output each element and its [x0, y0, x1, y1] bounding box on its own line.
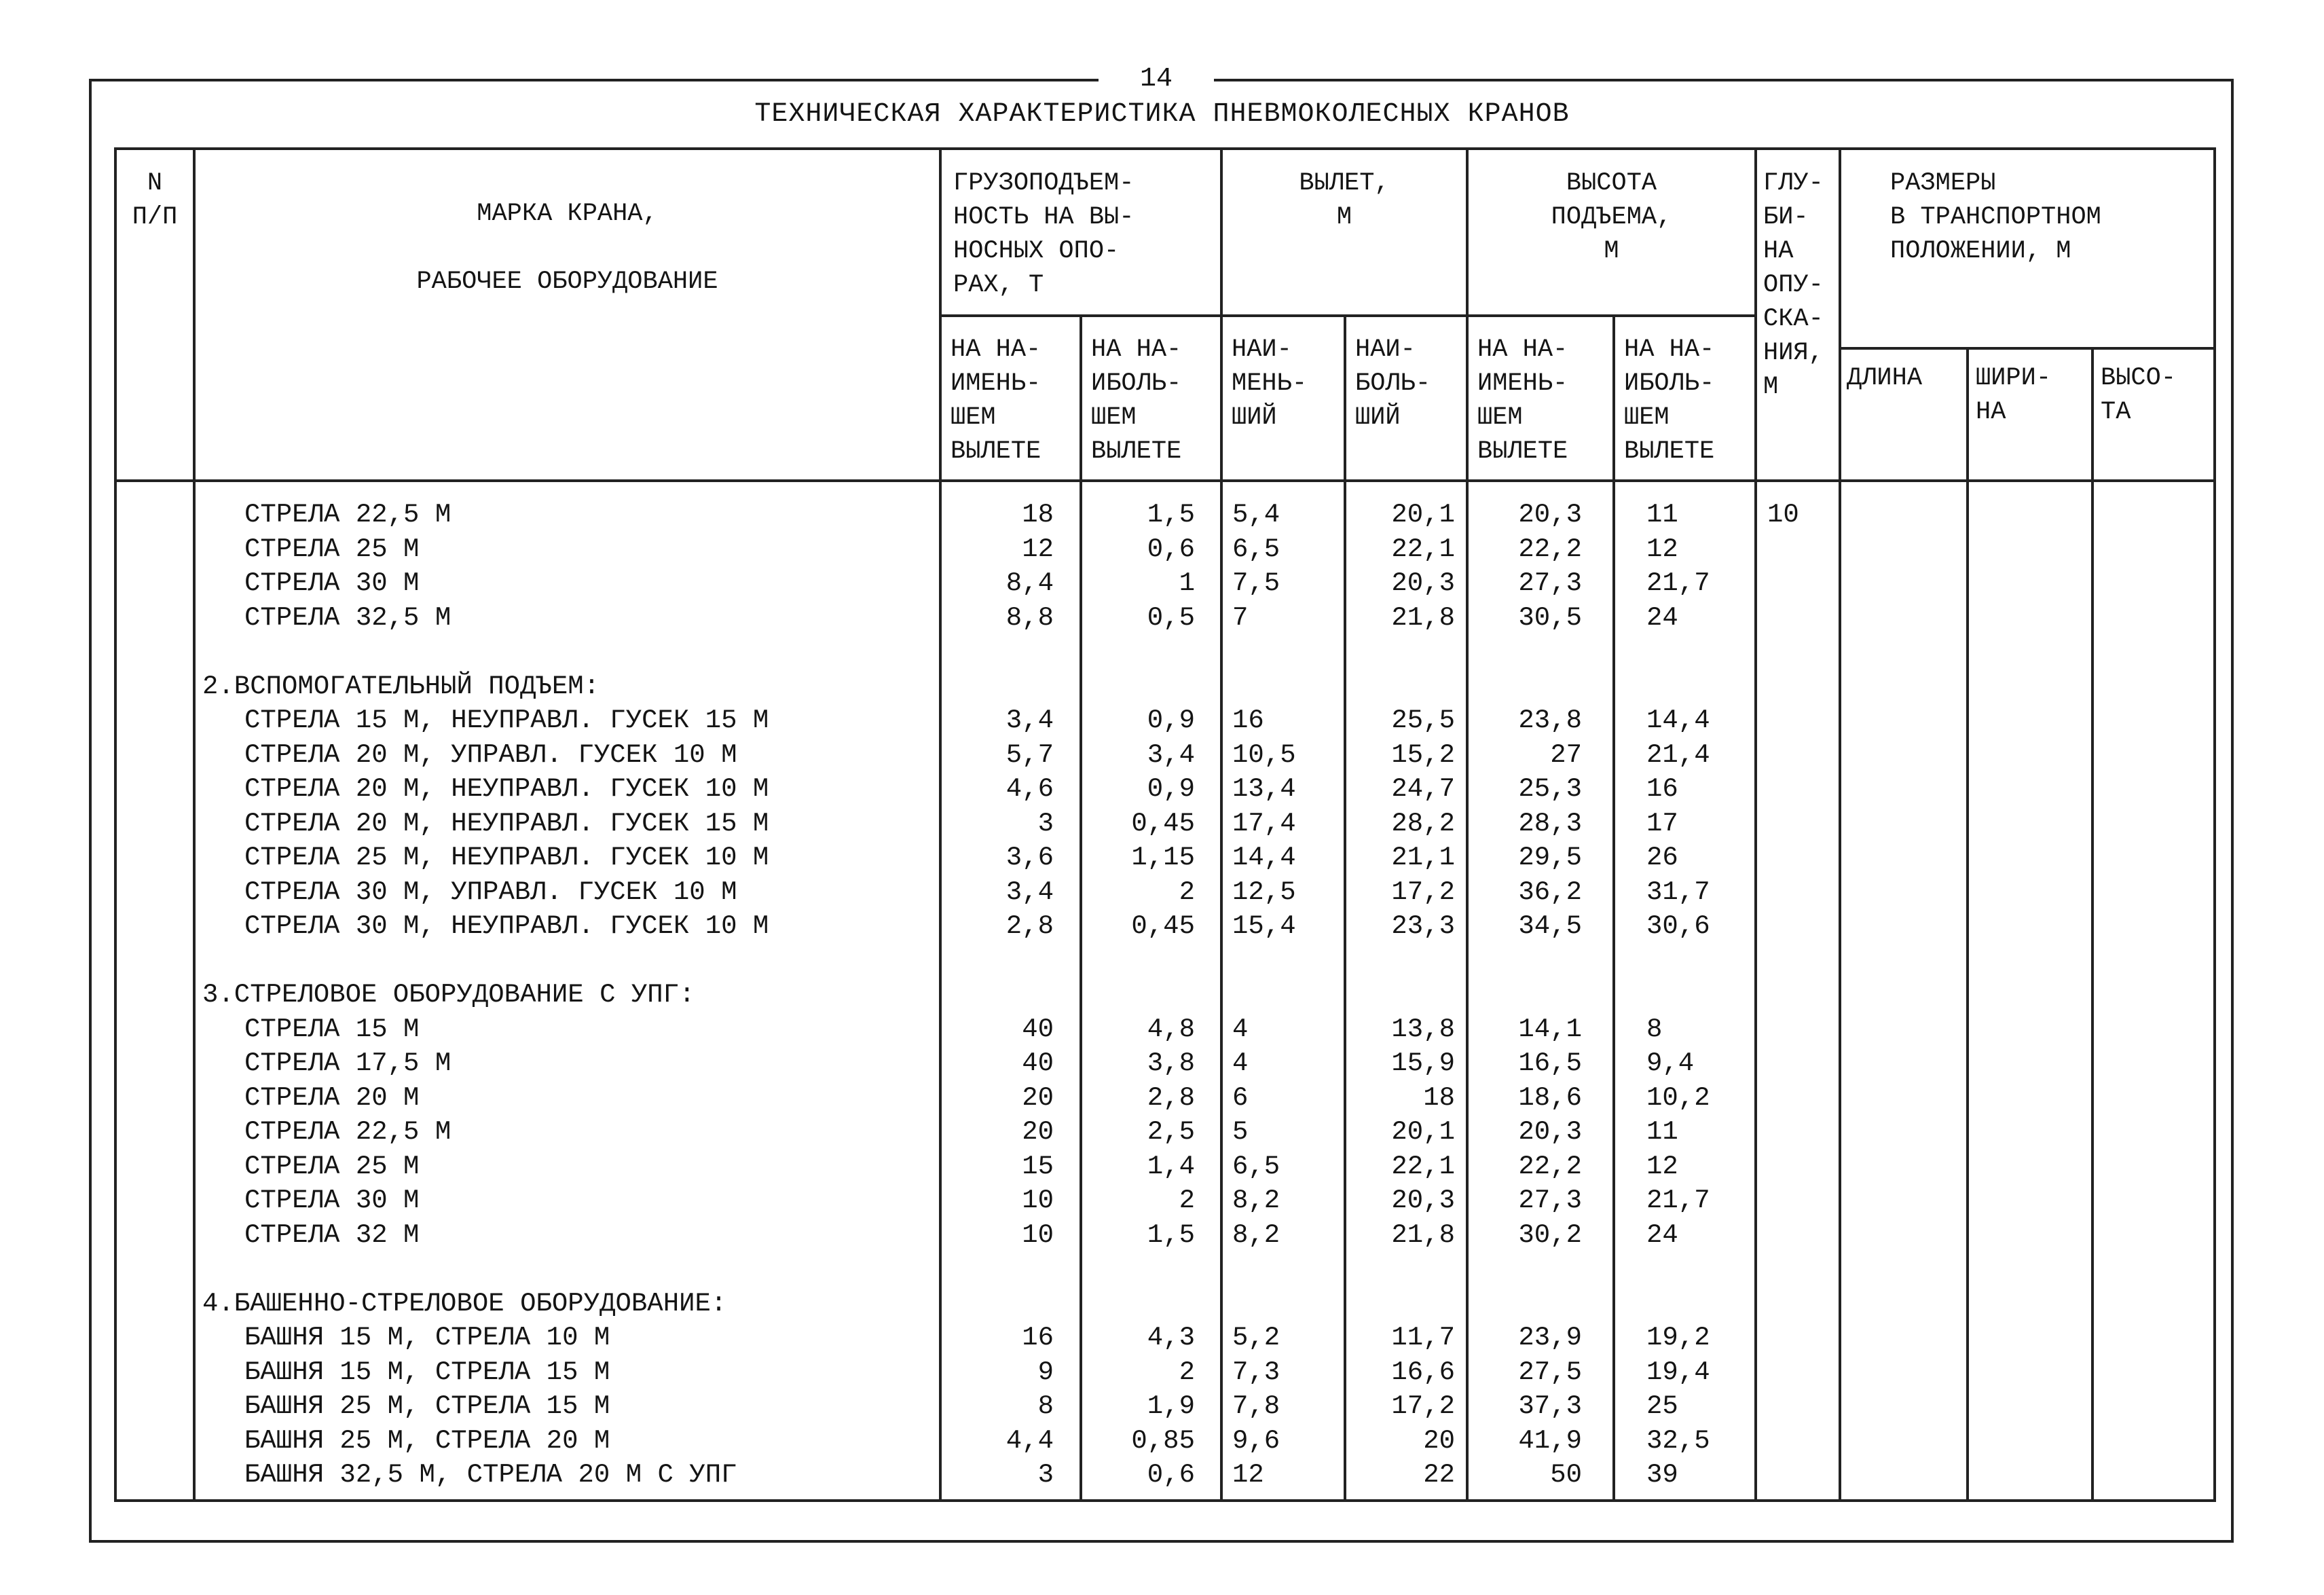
table-border-bottom [114, 1499, 2216, 1502]
header-capacity: ГРУЗОПОДЪЕМ- НОСТЬ НА ВЫ- НОСНЫХ ОПО- РАХ, Т [953, 169, 1135, 299]
cell-c3: 5 [1232, 1117, 1249, 1147]
col-divider [1080, 314, 1082, 1501]
cell-c6: 30,6 [1646, 911, 1710, 941]
cell-c1: 3,4 [1006, 705, 1054, 735]
cell-c4: 22 [1423, 1460, 1455, 1490]
page-number: 14 [1099, 62, 1214, 96]
cell-c3: 6 [1232, 1082, 1249, 1113]
cell-c5: 20,3 [1518, 500, 1582, 530]
cell-c1: 20 [1022, 1117, 1054, 1147]
row-label: БАШНЯ 15 М, СТРЕЛА 15 М [244, 1357, 610, 1387]
cell-c3: 6,5 [1232, 534, 1280, 564]
col-divider [1839, 147, 1841, 1501]
header-height: ВЫСОТА ПОДЪЕМА, М [1551, 169, 1672, 265]
row-label: СТРЕЛА 30 М [244, 1186, 420, 1215]
row-label: СТРЕЛА 25 М [244, 534, 420, 564]
cell-c2: 2 [1179, 877, 1195, 907]
cell-c5: 27,3 [1518, 1186, 1582, 1215]
header-ht-max: НА НА- ИБОЛЬ- ШЕМ ВЫЛЕТЕ [1624, 335, 1715, 466]
row-label: СТРЕЛА 30 М, УПРАВЛ. ГУСЕК 10 М [244, 877, 737, 907]
cell-c3: 7 [1232, 602, 1249, 633]
cell-c6: 24 [1646, 602, 1678, 633]
cell-c2: 3,4 [1147, 739, 1195, 770]
cell-c1: 20 [1022, 1082, 1054, 1113]
cell-c5: 22,2 [1518, 534, 1582, 564]
cell-c3: 14,4 [1232, 843, 1296, 873]
cell-depth: 10 [1767, 500, 1799, 530]
cell-c6: 8 [1646, 1014, 1663, 1044]
cell-c2: 0,45 [1131, 808, 1195, 839]
cell-c4: 21,8 [1391, 602, 1455, 633]
cell-c6: 17 [1646, 808, 1678, 839]
cell-c3: 12,5 [1232, 877, 1296, 907]
cell-c5: 27,3 [1518, 568, 1582, 598]
cell-c6: 21,7 [1646, 1186, 1710, 1215]
cell-c3: 7,8 [1232, 1391, 1280, 1421]
cell-c1: 40 [1022, 1014, 1054, 1044]
cell-c1: 16 [1022, 1323, 1054, 1353]
cell-c1: 3,4 [1006, 877, 1054, 907]
header-ht-min: НА НА- ИМЕНЬ- ШЕМ ВЫЛЕТЕ [1477, 335, 1568, 466]
cell-c6: 21,4 [1646, 739, 1710, 770]
col-divider [1966, 347, 1969, 1501]
cell-c2: 1,4 [1147, 1151, 1195, 1181]
cell-c4: 20,3 [1391, 1186, 1455, 1215]
header-np: N П/П [132, 169, 178, 232]
cell-c4: 20 [1423, 1425, 1455, 1456]
cell-c1: 15 [1022, 1151, 1054, 1181]
row-label: БАШНЯ 25 М, СТРЕЛА 20 М [244, 1425, 610, 1456]
cell-c6: 12 [1646, 1151, 1678, 1181]
cell-c4: 20,1 [1391, 500, 1455, 530]
header-dims: РАЗМЕРЫ В ТРАНСПОРТНОМ ПОЛОЖЕНИИ, М [1890, 169, 2101, 265]
table-border-left [114, 147, 117, 1501]
cell-c2: 1,5 [1147, 1220, 1195, 1250]
cell-c5: 22,2 [1518, 1151, 1582, 1181]
cell-c4: 20,3 [1391, 568, 1455, 598]
cell-c6: 25 [1646, 1391, 1678, 1421]
cell-c3: 12 [1232, 1460, 1264, 1490]
cell-c4: 20,1 [1391, 1117, 1455, 1147]
cell-c6: 21,7 [1646, 568, 1710, 598]
cell-c3: 7,5 [1232, 568, 1280, 598]
row-label: СТРЕЛА 15 М [244, 1014, 420, 1044]
cell-c5: 23,8 [1518, 705, 1582, 735]
row-label: БАШНЯ 25 М, СТРЕЛА 15 М [244, 1391, 610, 1421]
cell-c4: 22,1 [1391, 1151, 1455, 1181]
header-width: ШИРИ- НА [1976, 364, 2052, 426]
col-divider [2091, 347, 2094, 1501]
row-label: СТРЕЛА 30 М, НЕУПРАВЛ. ГУСЕК 10 М [244, 911, 769, 941]
cell-c3: 13,4 [1232, 774, 1296, 804]
row-label: СТРЕЛА 32 М [244, 1220, 420, 1250]
cell-c2: 0,85 [1131, 1425, 1195, 1456]
cell-c4: 22,1 [1391, 534, 1455, 564]
header-depth: ГЛУ- БИ- НА ОПУ- СКА- НИЯ, М [1763, 169, 1824, 401]
section-heading: 3.СТРЕЛОВОЕ ОБОРУДОВАНИЕ С УПГ: [202, 980, 695, 1010]
cell-c6: 10,2 [1646, 1082, 1710, 1113]
cell-c4: 18 [1423, 1082, 1455, 1113]
header-subrow-line-left [939, 314, 1757, 317]
cell-c6: 26 [1646, 843, 1678, 873]
cell-c3: 8,2 [1232, 1220, 1280, 1250]
cell-c3: 10,5 [1232, 739, 1296, 770]
cell-c3: 15,4 [1232, 911, 1296, 941]
cell-c4: 15,9 [1391, 1048, 1455, 1078]
cell-c1: 10 [1022, 1220, 1054, 1250]
cell-c6: 12 [1646, 534, 1678, 564]
cell-c6: 24 [1646, 1220, 1678, 1250]
cell-c6: 19,4 [1646, 1357, 1710, 1387]
cell-c2: 0,6 [1147, 534, 1195, 564]
cell-c5: 28,3 [1518, 808, 1582, 839]
cell-c2: 0,6 [1147, 1460, 1195, 1490]
cell-c4: 21,1 [1391, 843, 1455, 873]
table-border-right [2213, 147, 2216, 1501]
cell-c1: 2,8 [1006, 911, 1054, 941]
col-divider [1466, 147, 1469, 1501]
cell-c2: 4,3 [1147, 1323, 1195, 1353]
cell-c2: 3,8 [1147, 1048, 1195, 1078]
cell-c4: 25,5 [1391, 705, 1455, 735]
cell-c5: 30,2 [1518, 1220, 1582, 1250]
row-label: СТРЕЛА 25 М [244, 1151, 420, 1181]
cell-c6: 19,2 [1646, 1323, 1710, 1353]
cell-c2: 1,15 [1131, 843, 1195, 873]
cell-c2: 1 [1179, 568, 1195, 598]
row-label: СТРЕЛА 20 М, НЕУПРАВЛ. ГУСЕК 10 М [244, 774, 769, 804]
page-title: ТЕХНИЧЕСКАЯ ХАРАКТЕРИСТИКА ПНЕВМОКОЛЕСНЫХ КРАНОВ [754, 99, 1570, 130]
cell-c6: 39 [1646, 1460, 1678, 1490]
cell-c1: 3 [1037, 1460, 1054, 1490]
cell-c4: 13,8 [1391, 1014, 1455, 1044]
cell-c1: 8 [1037, 1391, 1054, 1421]
cell-c6: 16 [1646, 774, 1678, 804]
section-heading: 4.БАШЕННО-СТРЕЛОВОЕ ОБОРУДОВАНИЕ: [202, 1288, 727, 1319]
cell-c3: 17,4 [1232, 808, 1296, 839]
cell-c6: 32,5 [1646, 1425, 1710, 1456]
row-label: СТРЕЛА 32,5 М [244, 602, 451, 633]
cell-c5: 41,9 [1518, 1425, 1582, 1456]
cell-c1: 18 [1022, 500, 1054, 530]
cell-c5: 50 [1550, 1460, 1582, 1490]
cell-c5: 36,2 [1518, 877, 1582, 907]
cell-c1: 10 [1022, 1186, 1054, 1215]
header-cap-min: НА НА- ИМЕНЬ- ШЕМ ВЫЛЕТЕ [951, 335, 1041, 466]
row-label: СТРЕЛА 20 М [244, 1082, 420, 1113]
cell-c3: 16 [1232, 705, 1264, 735]
cell-c6: 31,7 [1646, 877, 1710, 907]
col-divider [193, 147, 196, 1501]
table-border-top [114, 147, 2216, 150]
header-reach-max: НАИ- БОЛЬ- ШИЙ [1355, 335, 1431, 432]
header-reach: ВЫЛЕТ, М [1299, 169, 1390, 232]
cell-c4: 15,2 [1391, 739, 1455, 770]
cell-c2: 0,9 [1147, 705, 1195, 735]
cell-c1: 8,8 [1006, 602, 1054, 633]
cell-c5: 27 [1550, 739, 1582, 770]
cell-c1: 3 [1037, 808, 1054, 839]
cell-c5: 23,9 [1518, 1323, 1582, 1353]
cell-c2: 2,8 [1147, 1082, 1195, 1113]
cell-c2: 0,5 [1147, 602, 1195, 633]
cell-c3: 5,4 [1232, 500, 1280, 530]
cell-c1: 5,7 [1006, 739, 1054, 770]
cell-c1: 12 [1022, 534, 1054, 564]
cell-c1: 8,4 [1006, 568, 1054, 598]
cell-c6: 14,4 [1646, 705, 1710, 735]
cell-c1: 4,4 [1006, 1425, 1054, 1456]
cell-c4: 21,8 [1391, 1220, 1455, 1250]
cell-c4: 24,7 [1391, 774, 1455, 804]
cell-c2: 1,5 [1147, 500, 1195, 530]
cell-c3: 5,2 [1232, 1323, 1280, 1353]
header-mark: МАРКА КРАНА, РАБОЧЕЕ ОБОРУДОВАНИЕ [416, 200, 718, 296]
cell-c4: 16,6 [1391, 1357, 1455, 1387]
cell-c5: 25,3 [1518, 774, 1582, 804]
section-heading: 2.ВСПОМОГАТЕЛЬНЫЙ ПОДЪЕМ: [202, 671, 600, 701]
cell-c5: 37,3 [1518, 1391, 1582, 1421]
cell-c2: 1,9 [1147, 1391, 1195, 1421]
header-dheight: ВЫСО- ТА [2101, 364, 2177, 426]
cell-c6: 11 [1646, 500, 1678, 530]
header-bottom-line [114, 479, 2216, 482]
header-length: ДЛИНА [1847, 364, 1923, 392]
row-label: СТРЕЛА 20 М, УПРАВЛ. ГУСЕК 10 М [244, 739, 737, 770]
row-label: СТРЕЛА 17,5 М [244, 1048, 451, 1078]
header-subrow-line-right [1839, 347, 2216, 350]
cell-c5: 30,5 [1518, 602, 1582, 633]
col-divider [939, 147, 942, 1501]
cell-c6: 9,4 [1646, 1048, 1695, 1078]
cell-c3: 4 [1232, 1048, 1249, 1078]
cell-c2: 0,9 [1147, 774, 1195, 804]
row-label: СТРЕЛА 22,5 М [244, 1117, 451, 1147]
col-divider [1220, 147, 1223, 1501]
cell-c5: 27,5 [1518, 1357, 1582, 1387]
cell-c1: 9 [1037, 1357, 1054, 1387]
row-label: СТРЕЛА 15 М, НЕУПРАВЛ. ГУСЕК 15 М [244, 705, 769, 735]
cell-c4: 28,2 [1391, 808, 1455, 839]
row-label: СТРЕЛА 20 М, НЕУПРАВЛ. ГУСЕК 15 М [244, 808, 769, 839]
cell-c3: 9,6 [1232, 1425, 1280, 1456]
cell-c3: 6,5 [1232, 1151, 1280, 1181]
cell-c5: 16,5 [1518, 1048, 1582, 1078]
col-divider [1612, 314, 1615, 1501]
cell-c2: 4,8 [1147, 1014, 1195, 1044]
cell-c4: 23,3 [1391, 911, 1455, 941]
cell-c3: 8,2 [1232, 1186, 1280, 1215]
cell-c3: 7,3 [1232, 1357, 1280, 1387]
cell-c2: 0,45 [1131, 911, 1195, 941]
cell-c5: 34,5 [1518, 911, 1582, 941]
cell-c1: 3,6 [1006, 843, 1054, 873]
cell-c6: 11 [1646, 1117, 1678, 1147]
cell-c5: 18,6 [1518, 1082, 1582, 1113]
row-label: БАШНЯ 32,5 М, СТРЕЛА 20 М С УПГ [244, 1460, 737, 1490]
cell-c4: 11,7 [1391, 1323, 1455, 1353]
row-label: СТРЕЛА 30 М [244, 568, 420, 598]
cell-c4: 17,2 [1391, 1391, 1455, 1421]
row-label: СТРЕЛА 25 М, НЕУПРАВЛ. ГУСЕК 10 М [244, 843, 769, 873]
row-label: СТРЕЛА 22,5 М [244, 500, 451, 530]
cell-c5: 14,1 [1518, 1014, 1582, 1044]
row-label: БАШНЯ 15 М, СТРЕЛА 10 М [244, 1323, 610, 1353]
cell-c2: 2,5 [1147, 1117, 1195, 1147]
header-reach-min: НАИ- МЕНЬ- ШИЙ [1232, 335, 1308, 432]
cell-c4: 17,2 [1391, 877, 1455, 907]
cell-c1: 40 [1022, 1048, 1054, 1078]
header-cap-max: НА НА- ИБОЛЬ- ШЕМ ВЫЛЕТЕ [1091, 335, 1182, 466]
cell-c5: 20,3 [1518, 1117, 1582, 1147]
cell-c2: 2 [1179, 1357, 1195, 1387]
cell-c1: 4,6 [1006, 774, 1054, 804]
cell-c3: 4 [1232, 1014, 1249, 1044]
cell-c2: 2 [1179, 1186, 1195, 1215]
cell-c5: 29,5 [1518, 843, 1582, 873]
